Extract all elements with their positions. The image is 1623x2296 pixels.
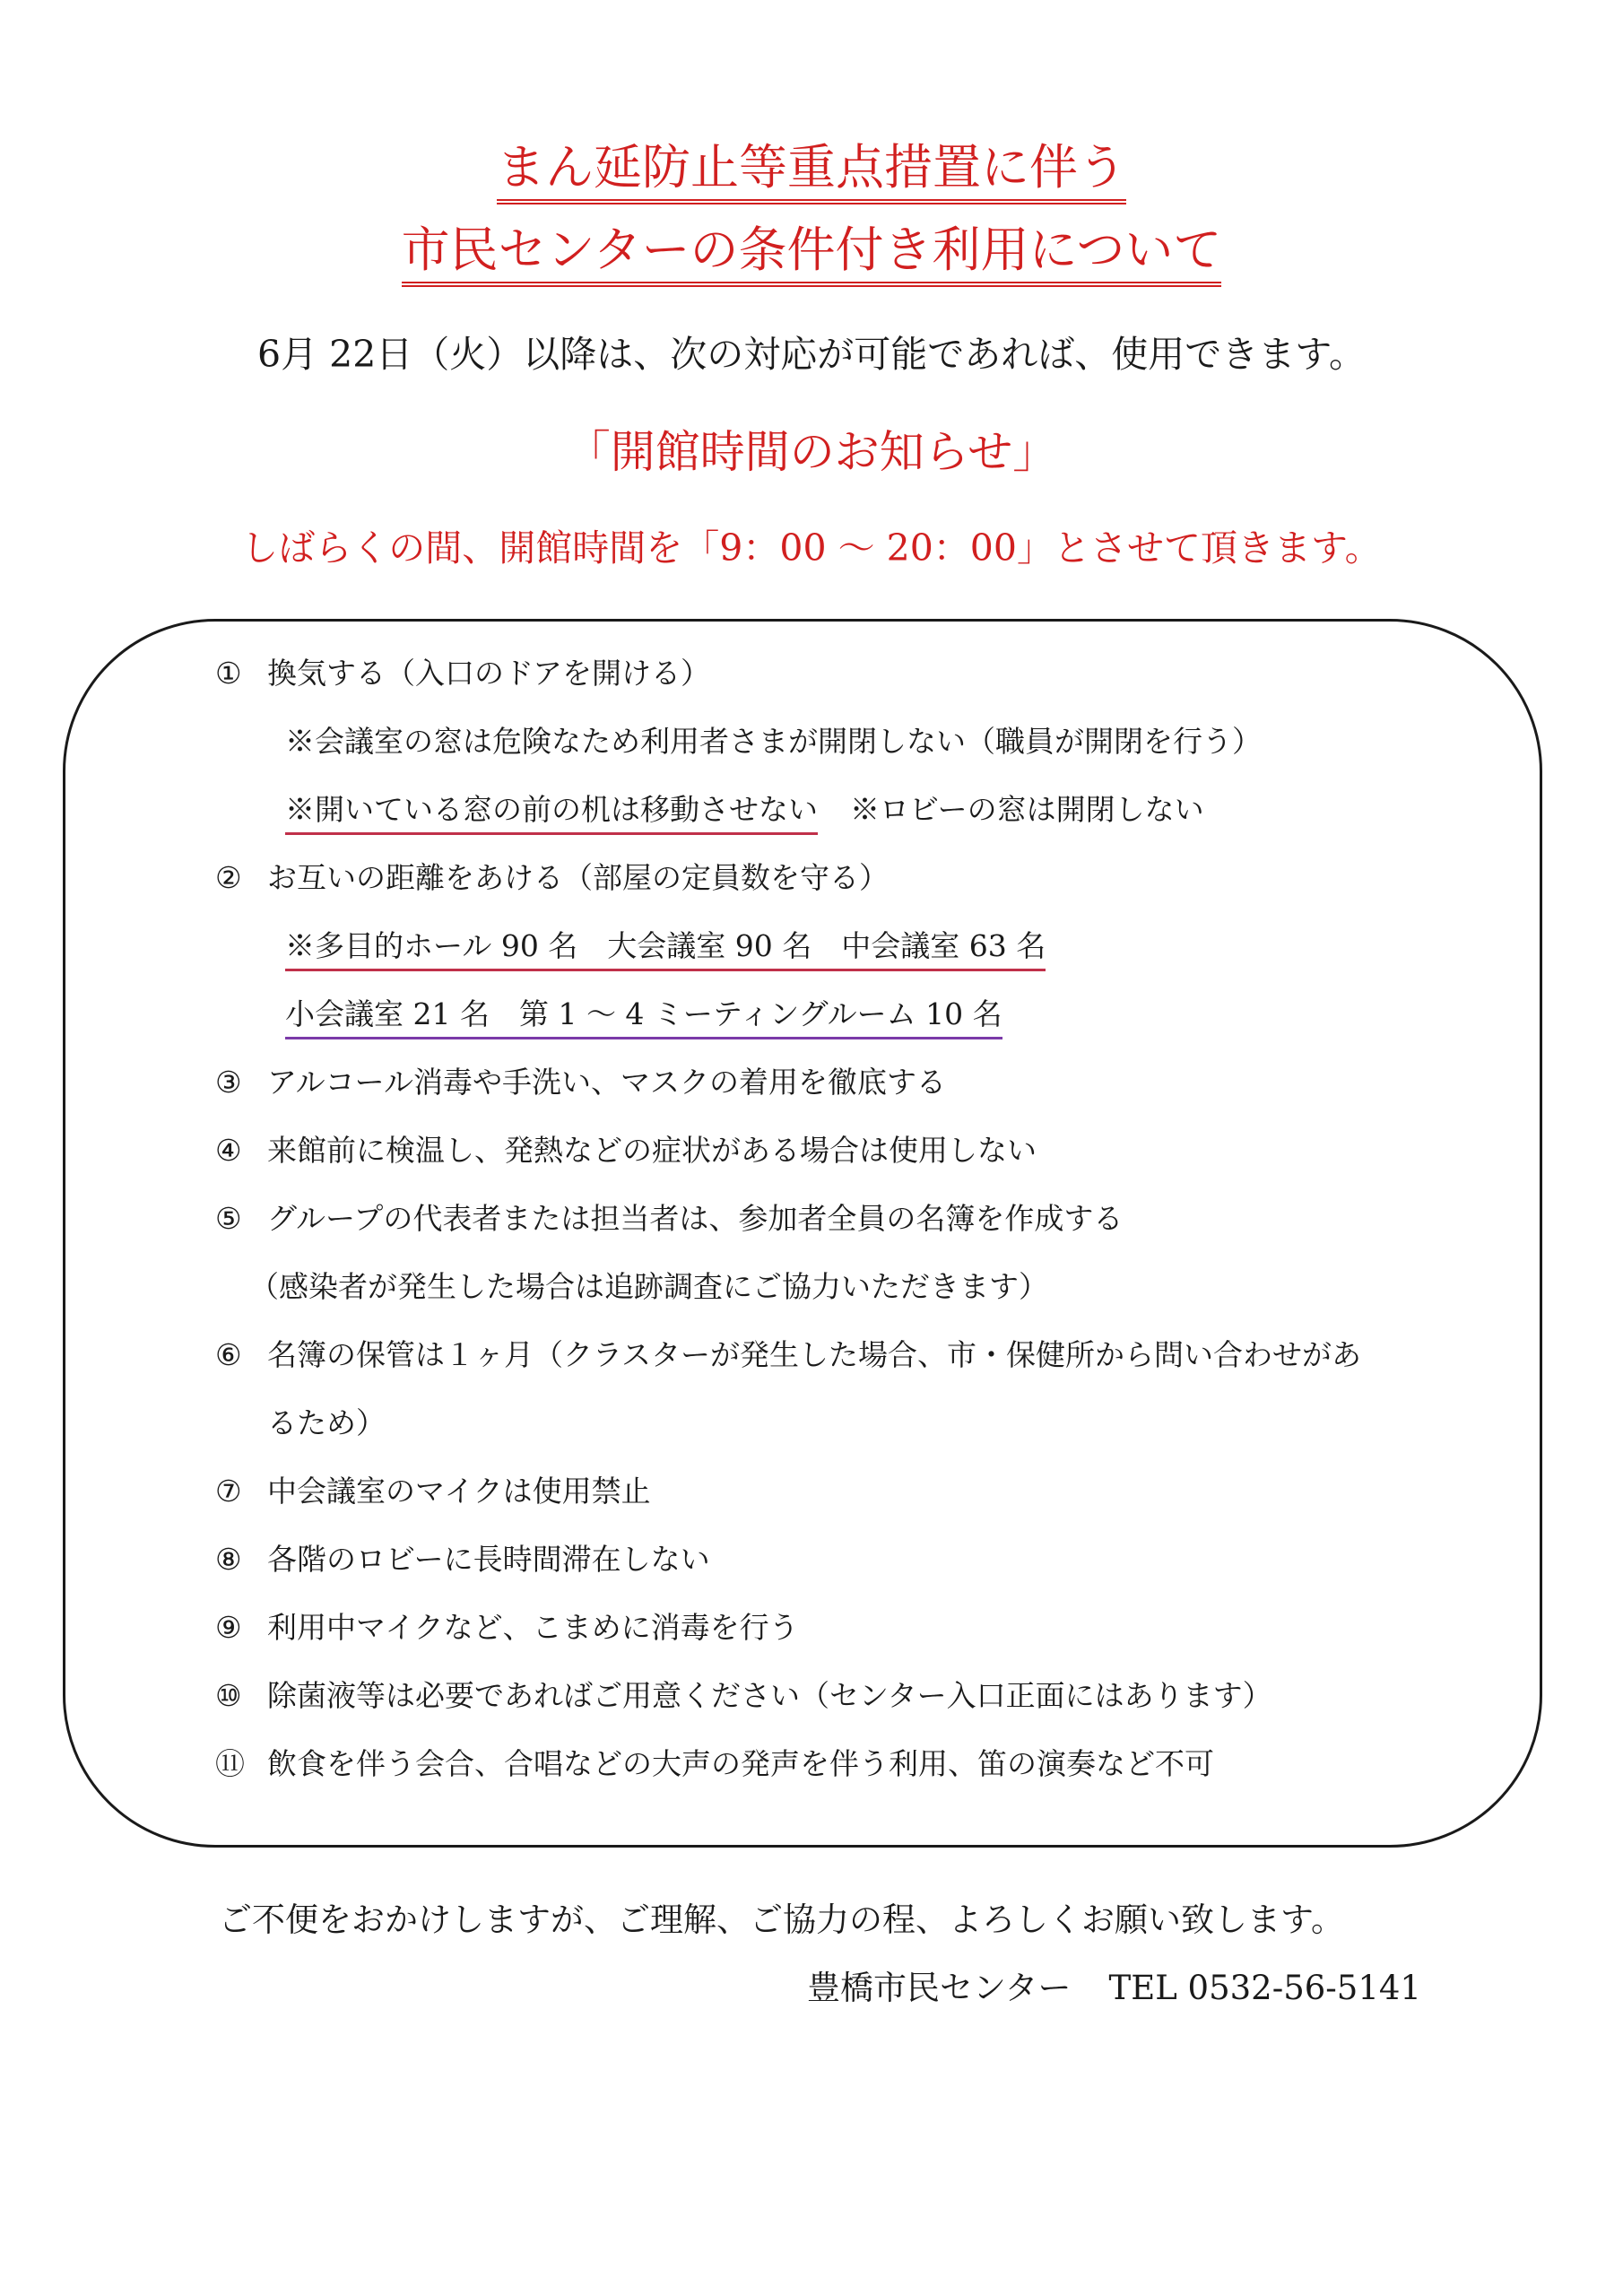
closing-message: ご不便をおかけしますが、ご理解、ご協力の程、よろしくお願い致します。 <box>219 1900 1345 1939</box>
rule-3 <box>215 1065 947 1100</box>
rule-11-text: 飲食を伴う会合、合唱などの大声の発声を伴う利用、笛の演奏など不可 <box>267 1746 1214 1781</box>
rule-4-text: 来館前に検温し、発熱などの症状がある場合は使用しない <box>267 1133 1037 1168</box>
opening-hours-heading: 「開館時間のお知らせ」 <box>565 426 1058 478</box>
rule-5-note: （感染者が発生した場合は追跡調査にご協力いただきます） <box>249 1269 1048 1304</box>
phone-number: TEL 0532-56-5141 <box>1108 1969 1421 2007</box>
rule-9-number: ⑨ <box>215 1610 242 1645</box>
rule-11 <box>215 1746 1214 1781</box>
rule-6 <box>215 1337 1362 1372</box>
opening-hours-text: しばらくの間、開館時間を「9：00 〜 20：00」とさせて頂きます。 <box>241 526 1382 570</box>
organization-name: 豊橋市民センター <box>807 1969 1072 2007</box>
rule-1 <box>215 656 711 691</box>
rule-11-number: ⑪ <box>215 1746 245 1781</box>
rule-2 <box>215 860 889 895</box>
rule-2-text: お互いの距離をあける（部屋の定員数を守る） <box>267 860 889 895</box>
rule-5-number: ⑤ <box>215 1201 242 1236</box>
page-title-line-1 <box>0 139 1623 204</box>
rule-4-number: ④ <box>215 1133 242 1168</box>
rule-1-note-windows: ※会議室の窓は危険なため利用者さまが開閉しない（職員が開閉を行う） <box>285 724 1262 759</box>
rule-2-capacity-2-underlined: 小会議室 21 名 第 1 〜 4 ミーティングルーム 10 名 <box>285 996 1002 1039</box>
rule-7 <box>215 1474 651 1509</box>
rule-1-text: 換気する（入口のドアを開ける） <box>267 656 711 691</box>
rule-6-text: 名簿の保管は１ヶ月（クラスターが発生した場合、市・保健所から問い合わせがあ <box>267 1337 1362 1372</box>
rule-6-number: ⑥ <box>215 1337 242 1372</box>
rule-7-number: ⑦ <box>215 1474 242 1509</box>
rule-3-text: アルコール消毒や手洗い、マスクの着用を徹底する <box>267 1065 947 1100</box>
rule-1-note-desks-underlined: ※開いている窓の前の机は移動させない <box>285 792 818 835</box>
rule-1-note-lobby: ※ロビーの窓は開閉しない <box>850 792 1204 827</box>
rule-10-text: 除菌液等は必要であればご用意ください（センター入口正面にはあります） <box>267 1678 1272 1713</box>
contact-info <box>807 1961 1421 2009</box>
rule-4 <box>215 1133 1037 1168</box>
rule-2-capacity-2 <box>285 996 1002 1031</box>
rule-10-number: ⑩ <box>215 1678 242 1713</box>
rule-9-text: 利用中マイクなど、こまめに消毒を行う <box>267 1610 799 1645</box>
page-title-line-2 <box>0 222 1623 287</box>
rule-2-capacity-1 <box>285 928 1046 963</box>
title-line-2-text: 市民センターの条件付き利用について <box>402 226 1222 287</box>
rule-2-capacity-1-underlined: ※多目的ホール 90 名 大会議室 90 名 中会議室 63 名 <box>285 928 1046 971</box>
intro-date-line: 6月 22日（火）以降は、次の対応が可能であれば、使用できます。 <box>256 333 1366 376</box>
rule-8-text: 各階のロビーに長時間滞在しない <box>267 1542 710 1577</box>
rule-1-number: ① <box>215 656 242 691</box>
rule-6-continued: るため） <box>267 1405 386 1440</box>
rule-9 <box>215 1610 799 1645</box>
rule-7-text: 中会議室のマイクは使用禁止 <box>267 1474 651 1509</box>
rule-10 <box>215 1678 1272 1713</box>
rule-5-text: グループの代表者または担当者は、参加者全員の名簿を作成する <box>267 1201 1124 1236</box>
rule-1-note-desks <box>285 792 1204 827</box>
title-line-1-text: まん延防止等重点措置に伴う <box>497 144 1126 204</box>
rule-2-number: ② <box>215 860 242 895</box>
rule-5 <box>215 1201 1124 1236</box>
rule-8 <box>215 1542 710 1577</box>
rule-8-number: ⑧ <box>215 1542 242 1577</box>
rule-3-number: ③ <box>215 1065 242 1100</box>
